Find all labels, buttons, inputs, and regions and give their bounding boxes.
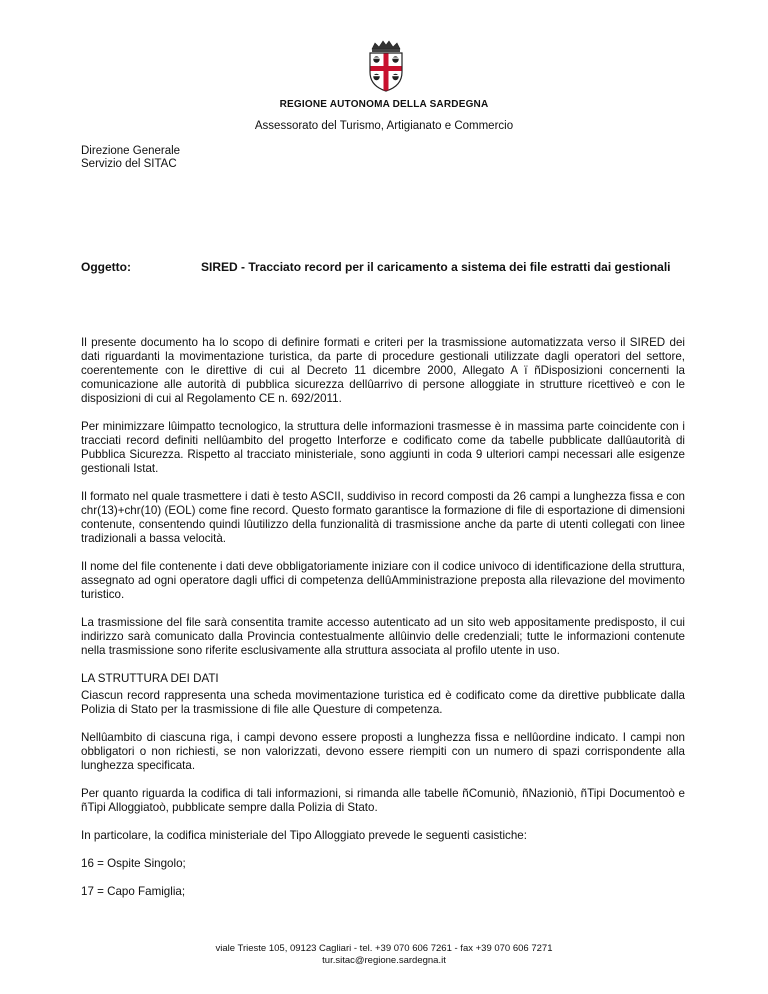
section-title: LA STRUTTURA DEI DATI xyxy=(81,672,219,685)
list-item: 16 = Ospite Singolo; xyxy=(81,857,186,870)
footer-address: viale Trieste 105, 09123 Cagliari - tel. +39 070 606 7261 - fax +39 070 606 7271 xyxy=(215,943,553,954)
paragraph-fields: Nellûambito di ciascuna riga, i campi devono essere proposti a lunghezza fissa e nellûordine indicato. I campi non obbligatori o non richiesti, se non valorizzati, devono essere riempiti con un numero di spazi corrispondente alla lunghezza specificata. xyxy=(81,731,685,772)
list-item: 17 = Capo Famiglia; xyxy=(81,885,186,898)
paragraph-record: Ciascun record rappresenta una scheda movimentazione turistica ed è codificato come da direttive pubblicate dalla Polizia di Stato per la trasmissione di file alle Questure di competenza. xyxy=(81,689,685,716)
servizio-sitac: Servizio del SITAC xyxy=(81,158,177,170)
paragraph-codifica: Per quanto riguarda la codifica di tali informazioni, si rimanda alle tabelle ñComuniò, ñNazioniò, ñTipi Documentoò e ñTipi Alloggiatoò, pubblicate sempre dalla Polizia di Stato. xyxy=(81,787,685,814)
paragraph-intro: Il presente documento ha lo scopo di definire formati e criteri per la trasmissione automatizzata verso il SIRED dei dati riguardanti la movimentazione turistica, da parte di procedure gestionali utilizzate dagli operatori del settore, coerentemente con le direttive di cui al Decreto 11 dicembre 2000, Allegato A ï ñDisposizioni concernenti la comunicazione alle autorità di pubblica sicurezza dellûarrivo di persone alloggiate in strutture ricettiveò e con le disposizioni di cui al Regolamento CE n. 692/2011. xyxy=(81,336,685,405)
subject-label: Oggetto: xyxy=(81,260,131,274)
paragraph-impact: Per minimizzare lûimpatto tecnologico, la struttura delle informazioni trasmesse è in massima parte coincidente con i tracciati record definiti nellûambito del progetto Interforze e codificato come da tabelle pubblicate dallûautorità di Pubblica Sicurezza. Rispetto al tracciato ministeriale, sono aggiunti in coda 9 ulteriori campi necessari alle esigenze gestionali Istat. xyxy=(81,420,685,475)
direzione-block xyxy=(81,145,180,171)
paragraph-format: Il formato nel quale trasmettere i dati è testo ASCII, suddiviso in record composti da 26 campi a lunghezza fissa e con chr(13)+chr(10) (EOL) come fine record. Questo formato garantisce la formazione di file di esportazione di dimensioni contenute, consentendo quindi lûutilizzo della funzionalità di trasmissione anche da parte di utenti collegati con linee tradizionali a bassa velocità. xyxy=(81,490,685,545)
paragraph-filename: Il nome del file contenente i dati deve obbligatoriamente iniziare con il codice univoco di identificazione della struttura, assegnato ad ogni operatore dagli uffici di competenza dellûAmministrazione preposta alla rilevazione del movimento turistico. xyxy=(81,560,685,601)
subject-text: SIRED - Tracciato record per il caricamento a sistema dei file estratti dai gestionali xyxy=(201,260,671,274)
paragraph-tipo-alloggiato: In particolare, la codifica ministeriale del Tipo Alloggiato prevede le seguenti casistiche: xyxy=(81,829,527,842)
assessorato-title: Assessorato del Turismo, Artigianato e Commercio xyxy=(254,120,514,132)
footer xyxy=(0,943,768,967)
footer-email: tur.sitac@regione.sardegna.it xyxy=(322,955,446,966)
sardinia-coat-of-arms-icon xyxy=(364,40,408,92)
direzione-generale: Direzione Generale xyxy=(81,145,181,157)
region-title: REGIONE AUTONOMA DELLA SARDEGNA xyxy=(279,99,489,110)
document-body xyxy=(81,336,685,913)
paragraph-transmission: La trasmissione del file sarà consentita tramite accesso autenticato ad un sito web appositamente predisposto, il cui indirizzo sarà comunicato dalla Provincia contestualmente allûinvio delle credenziali; tutte le informazioni contenute nella trasmissione sono riferite esclusivamente alla struttura associata al profilo utente in uso. xyxy=(81,616,685,657)
